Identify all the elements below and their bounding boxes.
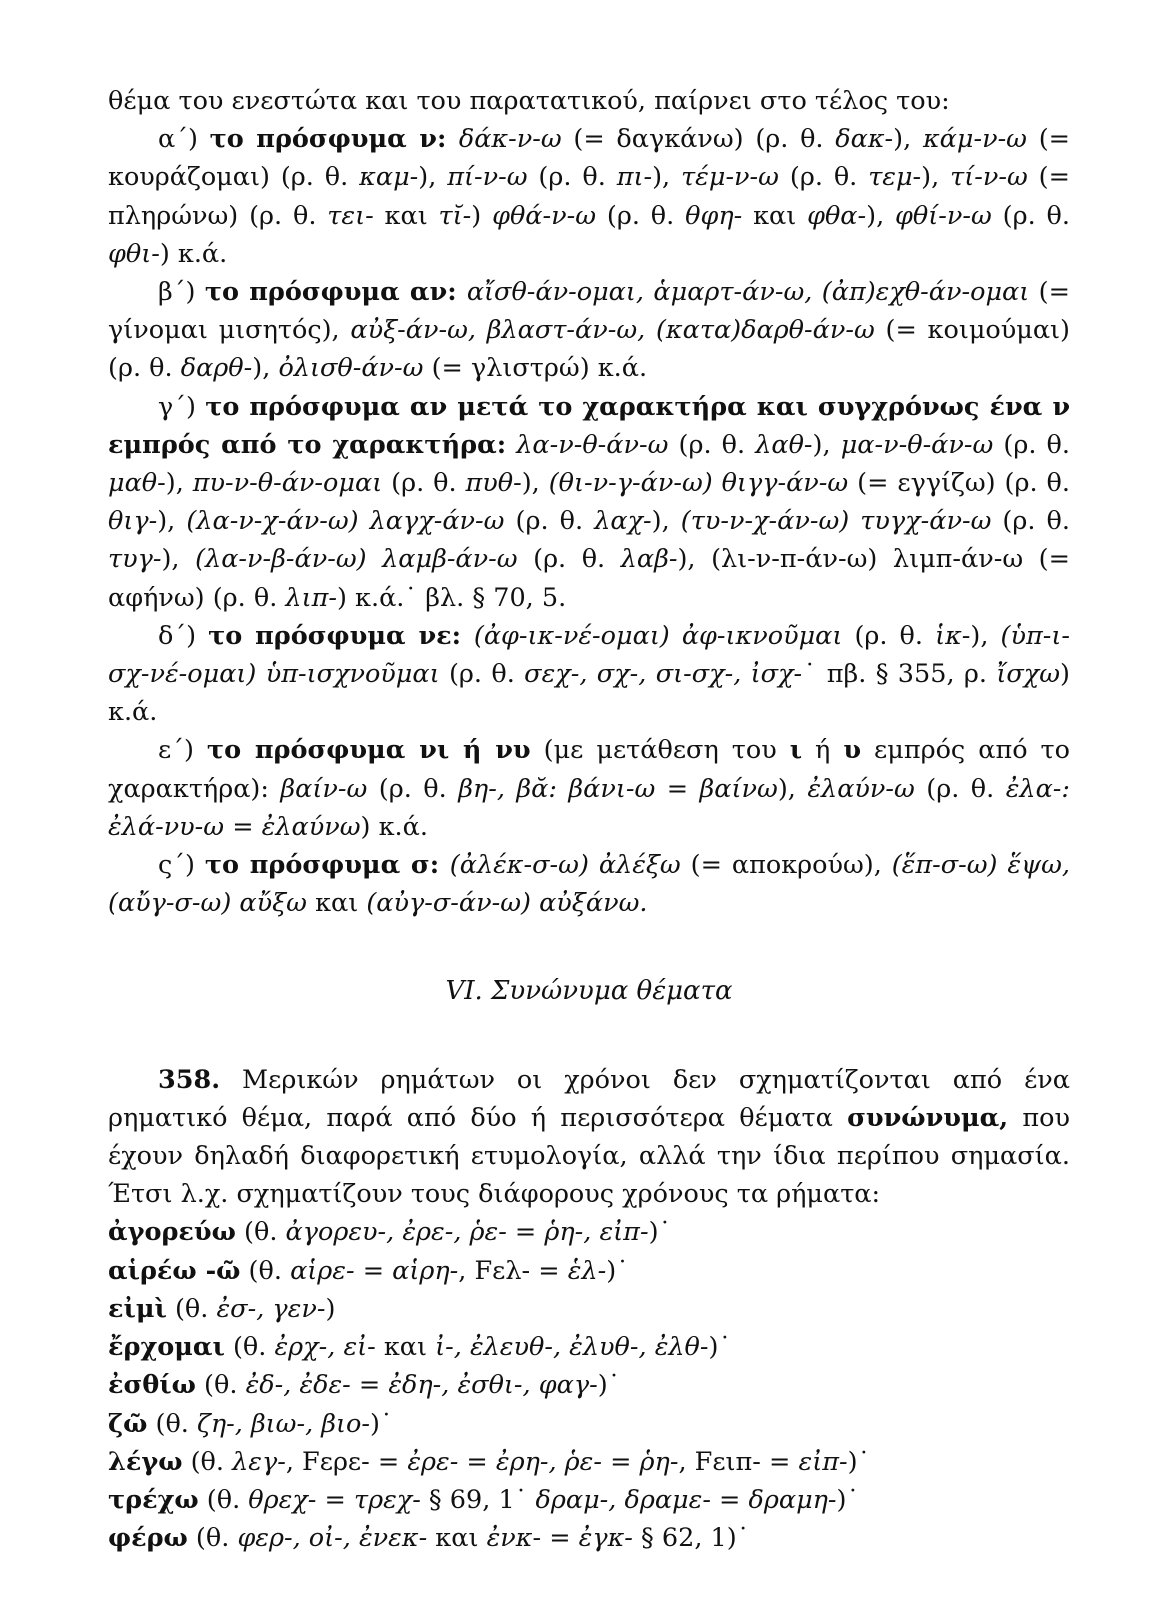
verb-list-item — [108, 1481, 1070, 1519]
text-run: (θ. — [166, 1293, 217, 1324]
text-run: ), — [893, 124, 923, 155]
italic-form: αἱρε- = αἱρη- — [290, 1255, 459, 1286]
verb-headword: ἔρχομαι — [108, 1332, 225, 1363]
text-run: ), — [652, 162, 682, 193]
italic-form: (ὑπ-ι-σχ-νέ-ομαι) ὑπ-ισχνοῦμαι — [108, 620, 1070, 690]
text-run: γ΄) — [158, 391, 206, 422]
text-run: ) κ.ά. — [159, 238, 228, 269]
italic-form: ἐρχ-, εἰ- — [274, 1332, 376, 1363]
italic-form: ὀλισθ-άν-ω — [278, 353, 424, 384]
italic-form: τεμ- — [868, 162, 922, 193]
italic-form: κάμ-ν-ω — [922, 124, 1027, 155]
text-run: ) κ.ά.˙ βλ. § 70, 5. — [336, 582, 567, 613]
text-run: ), — [161, 544, 196, 575]
italic-form: πυθ- — [465, 468, 522, 499]
text-run: εμπρός από το χαρακτήρα): — [108, 735, 1071, 804]
text-run: (= αποκρούω), — [680, 850, 892, 881]
verb-headword: αἱρέω -ῶ — [108, 1255, 241, 1286]
section-heading: VI. Συνώνυμα θέματα — [445, 976, 733, 1007]
verb-headword: ἐσθίω — [108, 1370, 196, 1401]
paragraph-b — [108, 273, 1070, 388]
italic-form: τέμ-ν-ω — [681, 162, 779, 193]
text-run: (= εγγίζω) (ρ. θ. — [848, 468, 1070, 499]
italic-form: (ἀλέκ-σ-ω) ἀλέξω — [449, 850, 681, 881]
text-run: (ρ. θ. — [596, 200, 686, 231]
paragraph-f — [108, 846, 1070, 922]
text-run: )˙ — [370, 1408, 393, 1439]
text-run: ˙ πβ. § 355, ρ. — [802, 659, 997, 690]
text-run: ή — [802, 735, 844, 766]
text-run: ς΄) — [158, 850, 205, 881]
verb-headword: τρέχω — [108, 1484, 199, 1515]
text-run: β΄) — [158, 277, 205, 308]
text-run: και — [742, 200, 808, 231]
bold-text: το πρόσφυμα αν: — [204, 277, 467, 308]
italic-form: τί-ν-ω — [950, 162, 1028, 193]
italic-form: λαθ- — [755, 429, 813, 460]
text-run: (= γίνομαι μισητός), — [108, 277, 1070, 346]
intro-line: θέμα του ενεστώτα και του παρατατικού, παίρνει στο τέλος του: — [108, 86, 950, 116]
italic-form: πυ-ν-θ-άν-ομαι — [192, 468, 383, 499]
verb-list-item — [108, 1519, 1070, 1557]
text-run: (ρ. θ. — [504, 506, 595, 537]
italic-form: φθί-ν-ω — [895, 200, 992, 231]
text-run: (ρ. θ. — [517, 544, 621, 575]
text-run: § 69, 1˙ — [420, 1484, 536, 1515]
italic-form: φθα- — [807, 200, 867, 231]
text-run: (ρ. θ. — [991, 200, 1070, 231]
bold-text: το πρόσφυμα σ: — [204, 850, 450, 881]
italic-form: (τυ-ν-χ-άν-ω) τυγχ-άν-ω — [680, 506, 992, 537]
italic-form: ἐσ-, γεν- — [216, 1293, 326, 1324]
italic-form: ἀγορευ-, ἐρε-, ῥε- = ῥη-, εἰπ- — [285, 1217, 649, 1248]
italic-form: βαίν-ω — [280, 773, 368, 804]
text-run: ) — [471, 200, 493, 231]
text-run: (ρ. θ. — [668, 429, 756, 460]
text-run: ), — [866, 200, 896, 231]
italic-form: θφη- — [685, 200, 743, 231]
text-run: και — [375, 1332, 436, 1363]
bold-text: υ — [843, 735, 862, 766]
text-run: δ΄) — [158, 620, 209, 651]
text-run: ) κ.ά. — [108, 659, 1070, 728]
text-run: (ρ. θ. — [993, 429, 1070, 460]
text-run: (ρ. θ. — [367, 773, 459, 804]
verb-headword: λέγω — [108, 1446, 183, 1477]
italic-form: ἐλα-: ἐλά-νυ-ω = ἐλαύνω — [108, 773, 1070, 842]
italic-form: (λα-ν-β-άν-ω) λαμβ-άν-ω — [195, 544, 518, 575]
text-run: που έχουν δηλαδή διαφορετική ετυμολογία, αλλά την ίδια περίπου σημασία. Έτσι λ.χ. σχηματίζουν τους διάφορους χρόνους τα ρήματα: — [108, 1102, 1070, 1210]
text-run: , Fελ- = — [458, 1255, 568, 1286]
text-run: ), — [521, 468, 549, 499]
bold-text: το πρόσφυμα νε: — [208, 620, 474, 651]
italic-form: (θι-ν-γ-άν-ω) θιγγ-άν-ω — [548, 468, 849, 499]
text-run: (θ. — [198, 1484, 249, 1515]
text-run: ), — [252, 353, 279, 384]
paragraph-a — [108, 120, 1070, 273]
bold-text: συνώνυμα, — [847, 1102, 1009, 1133]
italic-form: πι- — [616, 162, 653, 193]
verb-list-item — [108, 1290, 1070, 1328]
text-run: )˙ — [708, 1332, 732, 1363]
italic-form: φθά-ν-ω — [492, 200, 597, 231]
italic-form: λεγ- — [232, 1446, 286, 1477]
text-run: (θ. — [240, 1255, 291, 1286]
text-run: )˙ — [648, 1217, 672, 1248]
italic-form: δακ- — [835, 124, 894, 155]
italic-form: ἐνκ- = ἐγκ- — [486, 1523, 633, 1554]
text-run: ), — [165, 468, 193, 499]
italic-form: τῐ- — [438, 200, 472, 231]
section-358-body — [108, 1065, 1070, 1210]
text-run: ), (λι-ν-π-άν-ω) λιμπ-άν-ω (= αφήνω) (ρ. θ. — [108, 544, 1070, 613]
text-run: ), — [812, 429, 841, 460]
italic-form: λαβ- — [620, 544, 678, 575]
bold-text: το πρόσφυμα αν μετά το χαρακτήρα και συγχρόνως ένα ν εμπρός από το χαρακτήρα: — [108, 391, 1071, 460]
verb-list-item — [108, 1443, 1070, 1481]
italic-form: λιπ- — [285, 582, 337, 613]
verb-list-item — [108, 1366, 1070, 1404]
text-run: (= δαγκάνω) (ρ. θ. — [561, 124, 836, 155]
italic-form: ἐλαύν-ω — [807, 773, 915, 804]
italic-form: τει- — [327, 200, 374, 231]
italic-form: καμ- — [359, 162, 419, 193]
text-run: και — [306, 888, 367, 919]
italic-form: θρεχ- = τρεχ- — [248, 1484, 421, 1515]
verb-headword: εἰμὶ — [108, 1293, 167, 1324]
text-run: (= γλιστρώ) κ.ά. — [423, 353, 648, 384]
italic-form: δραμ-, δραμε- = δραμη- — [535, 1484, 837, 1515]
verb-headword: ἀγορεύω — [108, 1217, 236, 1248]
text-run: ), — [970, 620, 1001, 651]
text-run: (ρ. θ. — [991, 506, 1071, 537]
text-run: Μερικών ρημάτων οι χρόνοι δεν σχηματίζονται από ένα ρηματικό θέμα, παρά από δύο ή περισσότερα θέματα — [108, 1064, 1070, 1133]
text-run: , Fειπ- = — [678, 1446, 799, 1477]
document-page — [108, 82, 1070, 1557]
italic-form: ἱκ- — [935, 620, 971, 651]
text-run: (θ. — [224, 1332, 275, 1363]
italic-form: ἐρε- = ἐρη-, ῥε- = ῥη- — [407, 1446, 679, 1477]
bold-text: ι — [789, 735, 803, 766]
verb-list-item — [108, 1328, 1070, 1366]
italic-form: δαρθ- — [180, 353, 253, 384]
paragraph-d — [108, 617, 1070, 732]
italic-form: (λα-ν-χ-άν-ω) λαγχ-άν-ω — [186, 506, 505, 537]
text-run: (θ. — [195, 1370, 246, 1401]
text-run: ε΄) — [158, 735, 207, 766]
text-run: α΄) — [158, 124, 210, 155]
text-run: )˙ — [597, 1370, 621, 1401]
italic-form: τυγ- — [108, 544, 162, 575]
text-run: )˙ — [606, 1255, 629, 1286]
text-run: (θ. — [187, 1523, 238, 1554]
verb-list-item — [108, 1213, 1070, 1251]
text-run: ), — [921, 162, 951, 193]
italic-form: αἴσθ-άν-ομαι, ἁμαρτ-άν-ω, (ἀπ)εχθ-άν-ομαι — [466, 277, 1030, 308]
italic-form: ζη-, βιω-, βιο- — [197, 1408, 371, 1439]
text-run: ), — [651, 506, 681, 537]
italic-form: φερ-, οἰ-, ἐνεκ- — [237, 1523, 428, 1554]
italic-form: ἑλ- — [567, 1255, 607, 1286]
italic-form: (ἀφ-ικ-νέ-ομαι) ἀφ-ικνοῦμαι — [473, 620, 843, 651]
verb-list-item — [108, 1405, 1070, 1443]
italic-form: (ἕπ-σ-ω) ἕψω, (αὔγ-σ-ω) αὔξω — [108, 850, 1070, 919]
text-run: (με μετάθεση του — [530, 735, 790, 766]
text-run: (θ. — [235, 1217, 286, 1248]
text-run: )˙ — [836, 1484, 860, 1515]
bold-text: το πρόσφυμα νι ή νυ — [206, 735, 531, 766]
text-run: , Fερε- = — [285, 1446, 408, 1477]
paragraph-e — [108, 731, 1070, 846]
text-run: (= κοιμούμαι) (ρ. θ. — [108, 315, 1070, 384]
suffix-paragraphs — [108, 120, 1070, 922]
italic-form: μα-ν-θ-άν-ω — [840, 429, 994, 460]
verb-list — [108, 1213, 1070, 1557]
paragraph-c — [108, 388, 1070, 617]
text-run: (ρ. θ. — [439, 659, 525, 690]
italic-form: εἰπ- — [798, 1446, 848, 1477]
italic-form: (αὐγ-σ-άν-ω) αὐξάνω. — [366, 888, 648, 919]
text-run: )˙ — [847, 1446, 871, 1477]
bold-text: το πρόσφυμα ν: — [209, 124, 459, 155]
verb-list-item — [108, 1252, 1070, 1290]
text-run: (ρ. θ. — [382, 468, 466, 499]
text-run: (ρ. θ. — [778, 162, 869, 193]
text-run: ) — [325, 1293, 336, 1324]
text-run: (= κουράζομαι) (ρ. θ. — [108, 124, 1071, 193]
text-run: και — [427, 1523, 487, 1554]
text-run: ), — [777, 773, 808, 804]
text-run: (θ. — [147, 1408, 198, 1439]
text-run: ) κ.ά. — [360, 811, 428, 842]
italic-form: δάκ-ν-ω — [458, 124, 562, 155]
text-run: (ρ. θ. — [914, 773, 1006, 804]
italic-form: φθι- — [108, 238, 160, 269]
section-number: 358. — [158, 1064, 221, 1095]
text-run: και — [373, 200, 439, 231]
text-run — [506, 430, 516, 460]
text-run: § 62, 1)˙ — [632, 1523, 750, 1554]
italic-form: λαχ- — [594, 506, 652, 537]
section-358-paragraph — [108, 1061, 1070, 1214]
text-run: (ρ. θ. — [842, 620, 936, 651]
italic-form: θιγ- — [108, 506, 158, 537]
italic-form: λα-ν-θ-άν-ω — [516, 429, 669, 460]
italic-form: ἰ-, ἐλευθ-, ἐλυθ-, ἐλθ- — [435, 1332, 709, 1363]
italic-form: βη-, βᾰ: βάνι-ω = βαίνω — [458, 773, 778, 804]
italic-form: ἐδ-, ἐδε- = ἐδη-, ἐσθι-, φαγ- — [245, 1370, 598, 1401]
text-run: ), — [157, 506, 187, 537]
verb-headword: ζῶ — [108, 1408, 148, 1439]
italic-form: αὐξ-άν-ω, βλαστ-άν-ω, (κατα)δαρθ-άν-ω — [350, 315, 875, 346]
text-run: ), — [418, 162, 448, 193]
text-run: (θ. — [182, 1446, 233, 1477]
italic-form: μαθ- — [108, 468, 166, 499]
text-run: (ρ. θ. — [527, 162, 617, 193]
italic-form: πί-ν-ω — [447, 162, 528, 193]
text-run: (= πληρώνω) (ρ. θ. — [108, 162, 1070, 231]
verb-headword: φέρω — [108, 1523, 188, 1554]
italic-form: σεχ-, σχ-, σι-σχ-, ἰσχ- — [524, 659, 803, 690]
italic-form: ἴσχω — [996, 659, 1061, 690]
